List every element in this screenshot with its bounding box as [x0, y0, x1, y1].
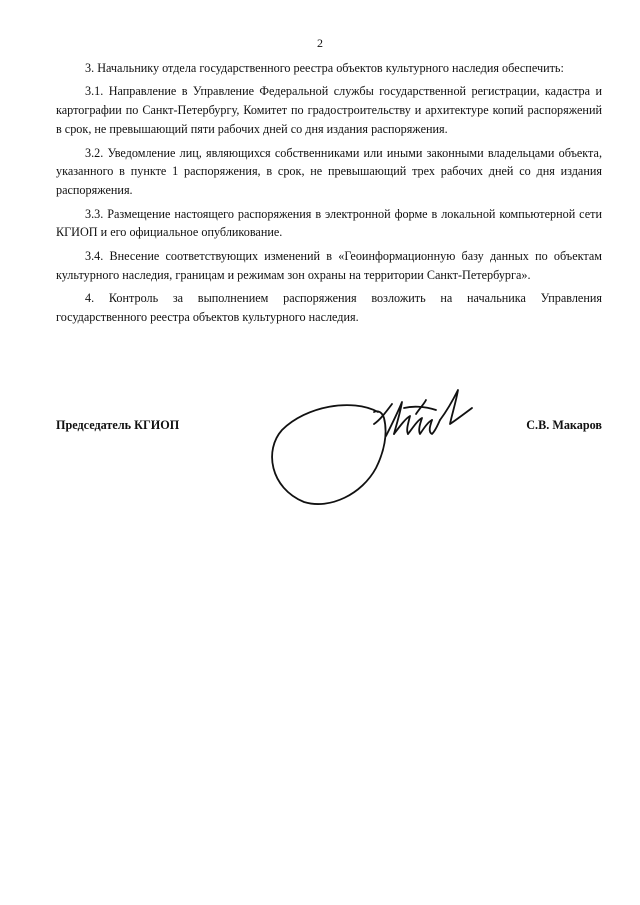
page-number: 2	[317, 36, 323, 50]
paragraph-3: 3. Начальнику отдела государственного реестра объектов культурного наследия обеспечить:	[85, 61, 564, 75]
paragraph-3-3: 3.3. Размещение настоящего распоряжения в электронной форме в локальной компьютерной сети КГИОП и его официальное опубликование.	[56, 206, 602, 240]
paragraph-3-4: 3.4. Внесение соответствующих изменений в «Геоинформационную базу данных по объектам культурного наследия, границам и режимам зон охраны на территории Санкт-Петербурга».	[56, 248, 602, 282]
signer-name: С.В. Макаров	[526, 418, 602, 432]
document-body	[56, 59, 602, 331]
signer-title: Председатель КГИОП	[56, 418, 180, 432]
paragraph-3-2: 3.2. Уведомление лиц, являющихся собственниками или иными законными владельцами объекта, указанного в пункте 1 распоряжения, в срок, не превышающий трех рабочих дней со дня издания распоряжения.	[56, 145, 602, 198]
paragraph-4: 4. Контроль за выполнением распоряжения возложить на начальника Управления государственного реестра объектов культурного наследия.	[56, 291, 602, 324]
handwritten-signature	[266, 384, 480, 510]
paragraph-3-1: 3.1. Направление в Управление Федеральной службы государственной регистрации, кадастра и картографии по Санкт-Петербургу, Комитет по градостроительству и архитектуре копий распоряжений в срок, не превышающий пяти рабочих дней со дня издания распоряжения.	[56, 84, 602, 137]
